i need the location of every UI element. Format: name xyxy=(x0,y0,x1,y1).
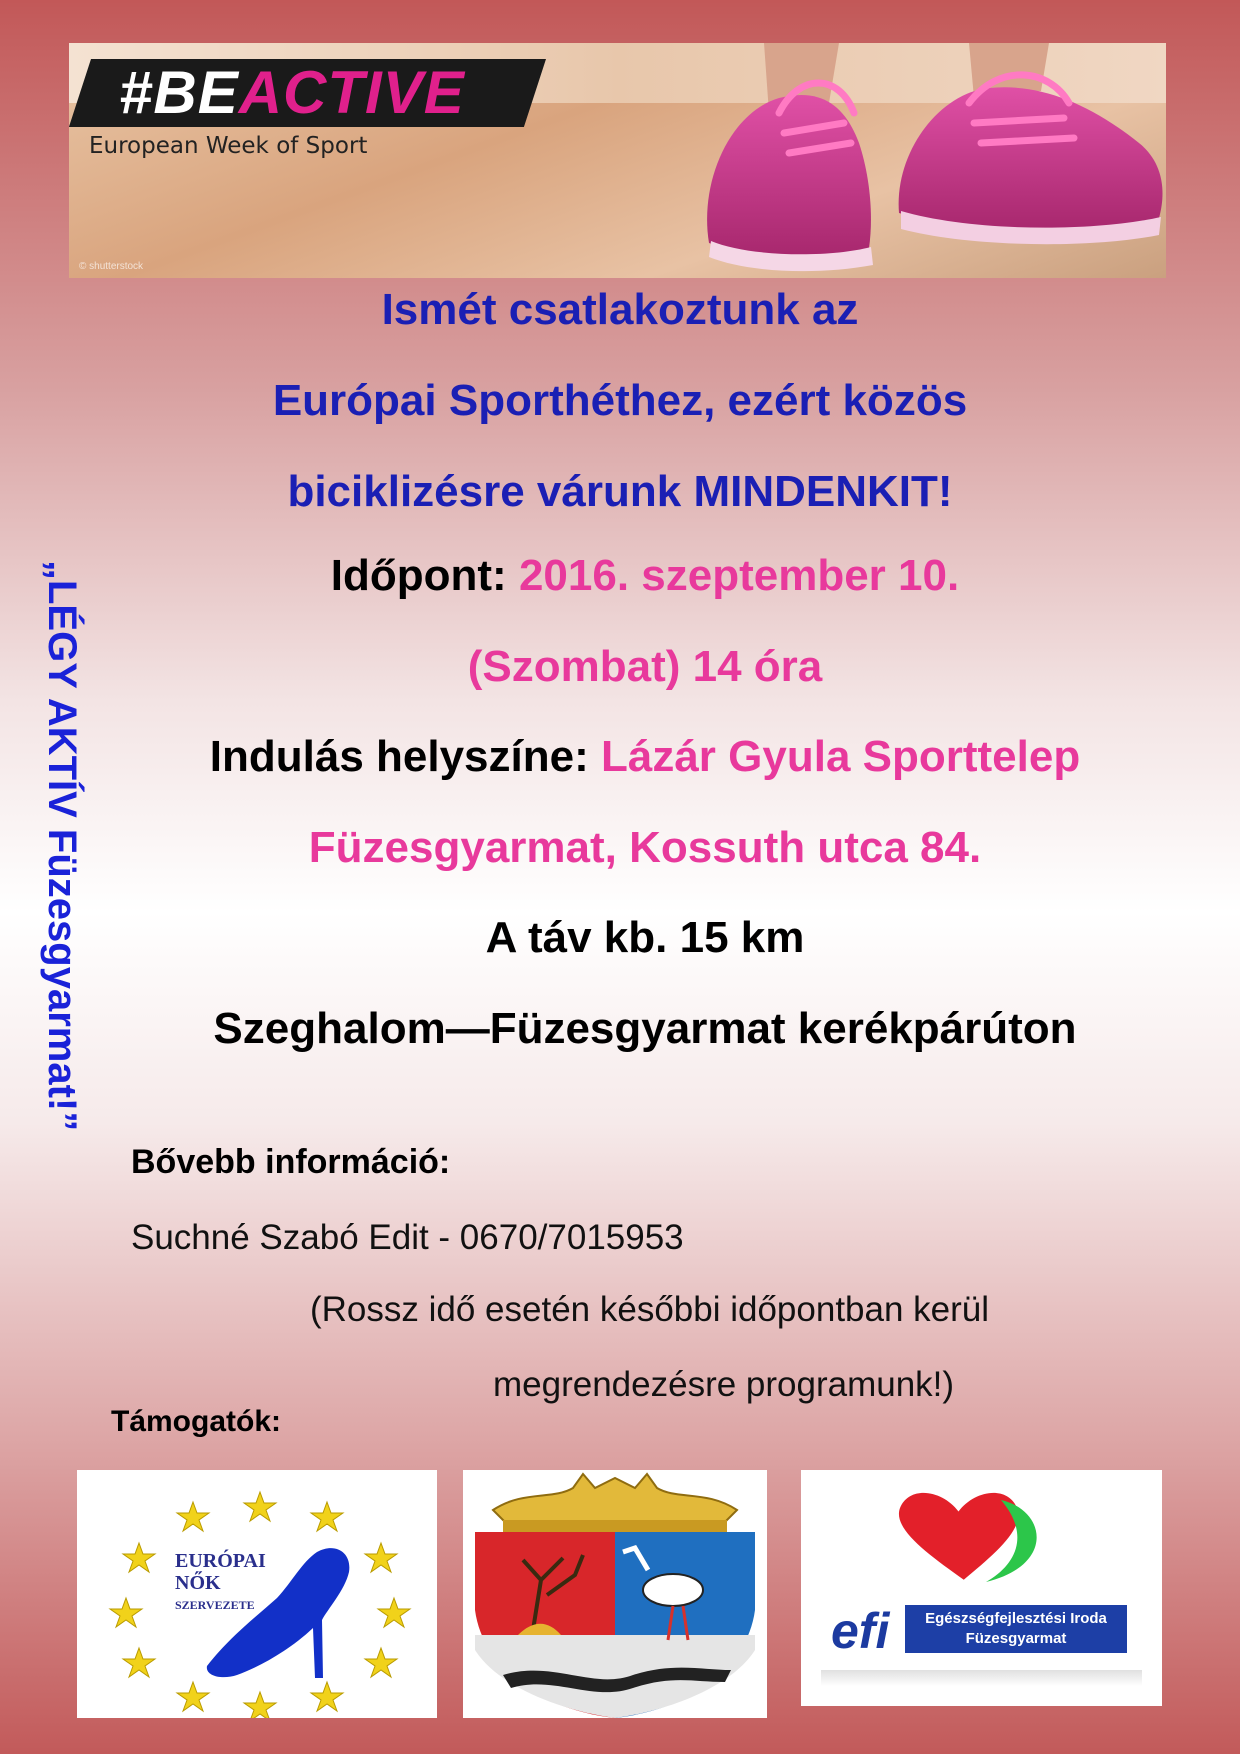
location-line xyxy=(130,731,1160,783)
efi-line-1: Egészségfejlesztési Iroda xyxy=(925,1610,1107,1627)
coat-of-arms-icon xyxy=(463,1470,767,1718)
headline-line-2: Európai Sporthéthez, ezért közös xyxy=(272,376,968,425)
weather-note-line-2: megrendezésre programunk!) xyxy=(493,1365,955,1404)
slogan-vertical xyxy=(22,560,92,1220)
efi-shadow xyxy=(821,1670,1142,1686)
logo-part-white: #BE xyxy=(119,59,239,126)
sneakers-image xyxy=(669,43,1166,278)
route: Szeghalom—Füzesgyarmat kerékpárúton xyxy=(213,1004,1077,1053)
logo-part-pink: ACTIVE xyxy=(238,59,465,126)
headline-line-1: Ismét csatlakoztunk az xyxy=(381,285,859,334)
sponsor-logo-enosz xyxy=(77,1470,437,1718)
enosz-line-2: NŐK xyxy=(175,1572,221,1594)
sponsors-label: Támogatók: xyxy=(111,1405,282,1438)
enosz-line-1: EURÓPAI xyxy=(175,1550,266,1572)
location-value: Lázár Gyula Sporttelep xyxy=(600,732,1081,781)
date-label: Időpont: xyxy=(330,551,519,600)
sponsor-coat-of-arms xyxy=(463,1470,767,1718)
slogan-text: „LÉGY AKTÍV Füzesgyarmat!” xyxy=(40,560,84,1132)
day-time: (Szombat) 14 óra xyxy=(467,642,823,691)
info-contact: Suchné Szabó Edit - 0670/7015953 xyxy=(131,1218,684,1257)
beactive-logo xyxy=(119,57,465,129)
beactive-banner xyxy=(69,43,1166,278)
distance: A táv kb. 15 km xyxy=(485,913,805,962)
enosz-name xyxy=(175,1550,266,1616)
address: Füzesgyarmat, Kossuth utca 84. xyxy=(308,823,982,872)
headline-line-3: biciklizésre várunk MINDENKIT! xyxy=(287,467,953,516)
enosz-line-3: SZERVEZETE xyxy=(175,1598,255,1612)
info-label: Bővebb információ: xyxy=(131,1143,451,1181)
efi-name-box xyxy=(905,1605,1127,1653)
date-value: 2016. szeptember 10. xyxy=(518,551,960,600)
sponsor-logo-efi xyxy=(801,1470,1162,1706)
location-label: Indulás helyszíne: xyxy=(209,732,601,781)
efi-line-2: Füzesgyarmat xyxy=(965,1630,1067,1647)
image-copyright: © shutterstock xyxy=(79,261,144,272)
date-line xyxy=(130,550,1160,602)
logo-subtitle: European Week of Sport xyxy=(89,133,368,159)
efi-wordmark: efi xyxy=(831,1603,890,1659)
weather-note-line-1: (Rossz idő esetén későbbi időpontban kerül xyxy=(310,1290,990,1329)
